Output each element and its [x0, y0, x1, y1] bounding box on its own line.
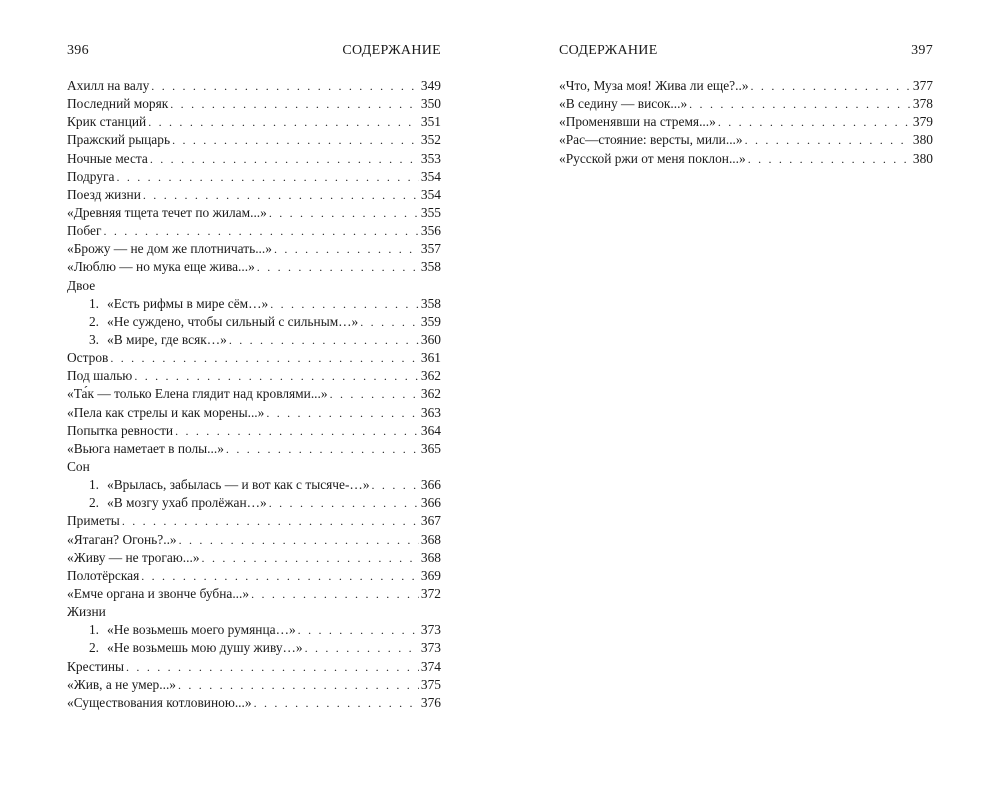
toc-entry-title: «Променявши на стремя...»	[559, 114, 716, 130]
toc-entry	[67, 113, 441, 131]
toc-entry	[559, 150, 933, 168]
toc-entry	[67, 349, 441, 367]
toc-entry	[67, 77, 441, 95]
toc-entry-page: 380	[912, 150, 933, 166]
toc-entry-title: «Люблю — но мука еще жива...»	[67, 259, 255, 275]
toc-entry-page: 349	[420, 78, 441, 93]
toc-entry-page: 362	[420, 368, 441, 384]
dot-leader	[689, 95, 911, 113]
toc-entry-title: «Брожу — не дом же плотничать...»	[67, 241, 272, 257]
toc-entry-title: Побег	[67, 223, 102, 239]
dot-leader	[269, 204, 419, 222]
toc-entry	[67, 131, 441, 149]
right-toc-list	[559, 77, 933, 168]
toc-entry-title: «Рас—стояние: версты, мили...»	[559, 132, 743, 148]
dot-leader	[745, 131, 911, 149]
toc-entry-page: 368	[420, 549, 441, 565]
dot-leader	[718, 113, 911, 131]
dot-leader	[226, 440, 419, 458]
toc-entry	[67, 676, 441, 694]
right-header-title: СОДЕРЖАНИЕ	[559, 43, 658, 58]
toc-entry-page: 379	[912, 114, 933, 130]
toc-entry-page: 375	[420, 676, 441, 692]
toc-entry	[67, 694, 441, 712]
left-header-title: СОДЕРЖАНИЕ	[342, 43, 441, 58]
toc-entry-page: 362	[420, 386, 441, 402]
toc-entry	[67, 476, 441, 494]
toc-entry	[67, 440, 441, 458]
toc-entry-title: «Не возьмешь моего румянца…»	[107, 622, 296, 638]
toc-entry	[67, 313, 441, 331]
toc-entry	[67, 95, 441, 113]
toc-entry-page: 364	[420, 422, 441, 438]
toc-entry-number: 2.	[88, 640, 99, 656]
toc-entry	[67, 458, 441, 476]
toc-entry	[67, 639, 441, 657]
dot-leader	[330, 385, 419, 403]
toc-entry-page: 360	[420, 331, 441, 347]
toc-entry	[67, 222, 441, 240]
dot-leader	[141, 567, 419, 585]
toc-entry	[559, 131, 933, 149]
left-page-number: 396	[67, 43, 89, 58]
toc-entry-title: Пражский рыцарь	[67, 132, 171, 148]
toc-entry	[67, 531, 441, 549]
toc-entry-title: «Вьюга наметает в полы...»	[67, 440, 224, 456]
toc-entry-title: «В мире, где всяк…»	[107, 331, 227, 347]
toc-entry-page: 363	[420, 404, 441, 420]
toc-entry	[559, 113, 933, 131]
toc-entry-title: Последний моряк	[67, 96, 169, 112]
toc-entry-title: «Ятаган? Огонь?..»	[67, 531, 177, 547]
dot-leader	[143, 186, 419, 204]
toc-entry-page: 358	[420, 259, 441, 275]
toc-entry-page: 376	[420, 694, 441, 710]
toc-entry-page: 378	[912, 96, 933, 112]
dot-leader	[269, 494, 419, 512]
left-toc-list	[67, 77, 441, 712]
toc-entry-page: 373	[420, 640, 441, 656]
toc-entry	[67, 621, 441, 639]
toc-entry	[67, 385, 441, 403]
dot-leader	[305, 639, 419, 657]
toc-entry-number: 2.	[88, 313, 99, 329]
toc-entry-title: «Живу — не трогаю...»	[67, 549, 200, 565]
toc-entry	[67, 150, 441, 168]
toc-entry	[67, 422, 441, 440]
dot-leader	[251, 585, 419, 603]
toc-entry	[67, 277, 441, 295]
toc-entry	[67, 658, 441, 676]
toc-entry	[67, 404, 441, 422]
toc-entry-page: 373	[420, 622, 441, 638]
toc-entry-title: Попытка ревности	[67, 422, 174, 438]
toc-entry-title: Приметы	[67, 513, 120, 529]
toc-entry-title: «В мозгу ухаб пролёжан…»	[107, 495, 267, 511]
toc-entry	[67, 204, 441, 222]
dot-leader	[103, 222, 418, 240]
toc-entry-title: «Врылась, забылась — и вот как с тысяче-…»	[107, 477, 370, 493]
toc-entry-page: 354	[420, 186, 441, 202]
dot-leader	[116, 168, 418, 186]
dot-leader	[122, 512, 419, 530]
toc-entry-page: 356	[420, 223, 441, 239]
toc-entry-page: 367	[420, 513, 441, 529]
left-running-head	[67, 43, 441, 65]
toc-entry-title: Ахилл на валу	[67, 78, 150, 93]
toc-entry-page: 374	[420, 658, 441, 674]
left-page	[67, 0, 441, 793]
dot-leader	[134, 367, 419, 385]
toc-entry-page: 353	[420, 150, 441, 166]
toc-entry-title: «Не возьмешь мою душу живу…»	[107, 640, 303, 656]
toc-entry-title: Остров	[67, 350, 109, 366]
toc-entry-title: Полотёрская	[67, 567, 140, 583]
dot-leader	[178, 676, 419, 694]
toc-entry	[67, 585, 441, 603]
toc-entry	[67, 168, 441, 186]
dot-leader	[748, 150, 911, 168]
dot-leader	[360, 313, 419, 331]
toc-entry	[67, 186, 441, 204]
dot-leader	[751, 77, 911, 95]
toc-entry-page: 359	[420, 313, 441, 329]
toc-entry-page: 380	[912, 132, 933, 148]
toc-entry-title: Подруга	[67, 168, 115, 184]
dot-leader	[150, 150, 419, 168]
toc-entry	[67, 603, 441, 621]
toc-entry-page: 365	[420, 440, 441, 456]
toc-entry-page: 366	[420, 495, 441, 511]
toc-entry-page: 366	[420, 477, 441, 493]
toc-entry-page: 372	[420, 585, 441, 601]
toc-entry	[67, 512, 441, 530]
toc-entry-page: 368	[420, 531, 441, 547]
toc-entry-title: «Древняя тщета течет по жилам...»	[67, 204, 267, 220]
toc-entry-title: «Есть рифмы в мире сём…»	[107, 295, 269, 311]
toc-entry-title: «Та́к — только Елена глядит над кровлями...»	[67, 386, 328, 402]
dot-leader	[175, 422, 419, 440]
dot-leader	[274, 240, 419, 258]
toc-entry-title: «Русской ржи от меня поклон...»	[559, 150, 746, 166]
toc-entry-title: «Пела как стрелы и как морены...»	[67, 404, 265, 420]
toc-entry-page: 369	[420, 567, 441, 583]
toc-entry	[67, 549, 441, 567]
dot-leader	[170, 95, 419, 113]
dot-leader	[202, 549, 419, 567]
right-page	[559, 0, 933, 793]
dot-leader	[151, 77, 419, 95]
right-page-number: 397	[911, 43, 933, 58]
toc-entry-number: 1.	[88, 622, 99, 638]
toc-entry-title: Жизни	[67, 604, 106, 620]
toc-entry-page: 361	[420, 350, 441, 366]
toc-entry-page: 350	[420, 96, 441, 112]
toc-entry	[67, 295, 441, 313]
toc-entry-title: Ночные места	[67, 150, 148, 166]
toc-entry-title: Сон	[67, 458, 90, 474]
toc-entry-page: 351	[420, 114, 441, 130]
toc-entry-title: «Что, Муза моя! Жива ли еще?..»	[559, 78, 749, 93]
toc-entry-title: Поезд жизни	[67, 186, 141, 202]
toc-entry-title: Двое	[67, 277, 96, 293]
toc-entry-title: «Емче органа и звонче бубна...»	[67, 585, 250, 601]
toc-entry-title: Крестины	[67, 658, 125, 674]
toc-entry-number: 3.	[88, 331, 99, 347]
dot-leader	[126, 658, 419, 676]
toc-entry-title: «Существования котловиною...»	[67, 694, 252, 710]
toc-entry-title: «Жив, а не умер...»	[67, 676, 176, 692]
toc-entry-title: «Не суждено, чтобы сильный с сильным…»	[107, 313, 359, 329]
dot-leader	[172, 131, 419, 149]
dot-leader	[257, 258, 419, 276]
toc-entry-number: 2.	[88, 495, 99, 511]
dot-leader	[148, 113, 419, 131]
toc-entry-number: 1.	[88, 477, 99, 493]
toc-entry-number: 1.	[88, 295, 99, 311]
toc-entry-page: 377	[912, 78, 933, 93]
toc-entry-page: 358	[420, 295, 441, 311]
toc-entry	[559, 95, 933, 113]
dot-leader	[254, 694, 419, 712]
toc-entry	[67, 494, 441, 512]
dot-leader	[298, 621, 419, 639]
dot-leader	[179, 531, 419, 549]
toc-entry-title: «В седину — висок...»	[559, 96, 688, 112]
dot-leader	[229, 331, 419, 349]
toc-entry	[67, 258, 441, 276]
toc-entry-page: 352	[420, 132, 441, 148]
dot-leader	[372, 476, 419, 494]
dot-leader	[270, 295, 419, 313]
toc-entry	[67, 567, 441, 585]
toc-entry-page: 355	[420, 204, 441, 220]
dot-leader	[110, 349, 419, 367]
toc-entry-title: Под шалью	[67, 368, 133, 384]
toc-entry	[67, 331, 441, 349]
toc-entry	[67, 240, 441, 258]
right-running-head	[559, 43, 933, 65]
toc-entry	[67, 367, 441, 385]
toc-entry-title: Крик станций	[67, 114, 147, 130]
toc-entry-page: 357	[420, 241, 441, 257]
toc-entry	[559, 77, 933, 95]
dot-leader	[266, 404, 419, 422]
toc-entry-page: 354	[420, 168, 441, 184]
